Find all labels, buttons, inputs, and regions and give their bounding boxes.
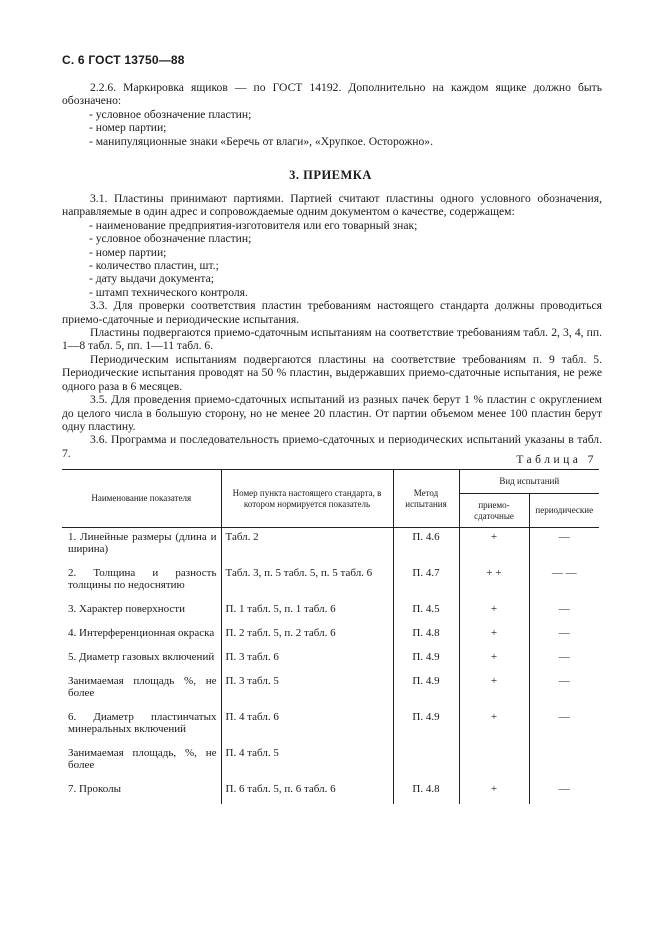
list-item: - наименование предприятия-изготовителя или его товарный знак; [89, 218, 418, 232]
cell-acceptance: + [459, 600, 529, 624]
cell-method: П. 4.7 [393, 564, 459, 600]
cell-method: П. 4.8 [393, 624, 459, 648]
cell-periodic: — [529, 672, 599, 708]
table-row [62, 744, 599, 780]
section-title: 3. ПРИЕМКА [289, 168, 372, 182]
table-row [62, 780, 599, 804]
cell-method: П. 4.5 [393, 600, 459, 624]
cell-method: П. 4.8 [393, 780, 459, 804]
cell-name: Занимаемая площадь, %, не более [62, 744, 221, 780]
cell-acceptance [459, 744, 529, 780]
list-item: - дату выдачи документа; [89, 272, 214, 286]
cell-method [393, 744, 459, 780]
header-periodic: периодические [529, 494, 599, 528]
cell-periodic: — [529, 648, 599, 672]
cell-acceptance: + + [459, 564, 529, 600]
cell-clause: П. 1 табл. 5, п. 1 табл. 6 [221, 600, 393, 624]
paragraph-3-1: 3.1. Пластины принимают партиями. Партией считают пластины одного условного обозначения, направляемые в один адрес и сопровождаемые одним документом о качестве, содержащем: [62, 192, 602, 219]
list-item: - номер партии; [89, 121, 167, 135]
header-acceptance: приемо-сдаточные [459, 494, 529, 528]
cell-clause: П. 6 табл. 5, п. 6 табл. 6 [221, 780, 393, 804]
list-item: - условное обозначение пластин; [89, 107, 252, 121]
paragraph-3-3-acceptance: Пластины подвергаются приемо-сдаточным испытаниям на соответствие требованиям табл. 2, 3, 4, пп. 1—8 табл. 5, пп. 1—11 табл. 6. [62, 326, 602, 353]
header-clause: Номер пункта настоящего стандарта, в котором нормируется показатель [221, 470, 393, 528]
cell-name: 4. Интерференционная окраска [62, 624, 221, 648]
cell-periodic: — [529, 708, 599, 744]
cell-name: 1. Линейные размеры (длина и ширина) [62, 528, 221, 565]
header-kind: Вид испытаний [459, 470, 599, 494]
cell-method: П. 4.9 [393, 648, 459, 672]
cell-acceptance: + [459, 624, 529, 648]
table-caption: Таблица 7 [516, 454, 597, 466]
paragraph-3-3-periodic: Периодическим испытаниям подвергаются пластины на соответствие требованиям п. 9 табл. 5. Периодические испытания проводят на 50 % пластин, выдержавших приемо-сдаточные испытания, не реже одного раза в 6 месяцев. [62, 352, 602, 393]
cell-name: 7. Проколы [62, 780, 221, 804]
cell-acceptance: + [459, 780, 529, 804]
cell-method: П. 4.9 [393, 672, 459, 708]
list-item: - штамп технического контроля. [89, 285, 248, 299]
cell-periodic: — [529, 780, 599, 804]
cell-name: 2. Толщина и разность толщины по недоснятию [62, 564, 221, 600]
table-row [62, 624, 599, 648]
cell-name: 6. Диаметр пластинчатых минеральных включений [62, 708, 221, 744]
table-row [62, 648, 599, 672]
table-row [62, 528, 599, 565]
table-row [62, 564, 599, 600]
paragraph-3-3: 3.3. Для проверки соответствия пластин требованиям настоящего стандарта должны проводиться приемо-сдаточные и периодические испытания. [62, 299, 602, 326]
cell-method: П. 4.6 [393, 528, 459, 565]
table-row [62, 708, 599, 744]
cell-periodic: — — [529, 564, 599, 600]
cell-clause: Табл. 2 [221, 528, 393, 565]
list-item: - количество пластин, шт.; [89, 259, 219, 273]
cell-name: 3. Характер поверхности [62, 600, 221, 624]
page-header: С. 6 ГОСТ 13750—88 [62, 53, 185, 67]
list-item: - номер партии; [89, 245, 167, 259]
cell-acceptance: + [459, 528, 529, 565]
section-body [62, 192, 602, 460]
cell-clause: П. 2 табл. 5, п. 2 табл. 6 [221, 624, 393, 648]
paragraph-2-2-6: 2.2.6. Маркировка ящиков — по ГОСТ 14192. Дополнительно на каждом ящике должно быть обозначено: [62, 81, 602, 108]
cell-clause: П. 4 табл. 5 [221, 744, 393, 780]
cell-clause: Табл. 3, п. 5 табл. 5, п. 5 табл. 6 [221, 564, 393, 600]
table-row [62, 672, 599, 708]
list-item: - манипуляционные знаки «Беречь от влаги», «Хрупкое. Осторожно». [89, 134, 433, 148]
cell-acceptance: + [459, 672, 529, 708]
cell-periodic: — [529, 624, 599, 648]
clause-2-2-6 [62, 81, 602, 148]
cell-periodic: — [529, 528, 599, 565]
cell-acceptance: + [459, 648, 529, 672]
cell-clause: П. 3 табл. 6 [221, 648, 393, 672]
list-item: - условное обозначение пластин; [89, 232, 252, 246]
cell-periodic [529, 744, 599, 780]
header-name: Наименование показателя [62, 470, 221, 528]
table-body [62, 528, 599, 805]
paragraph-3-5: 3.5. Для проведения приемо-сдаточных испытаний из разных пачек берут 1 % пластин с округлением до целого числа в большую сторону, но не менее 20 пластин. От партии объемом менее 100 пластин берут одну пластину. [62, 393, 602, 433]
header-method: Метод испытания [393, 470, 459, 528]
paragraph-3-6: 3.6. Программа и последовательность приемо-сдаточных и периодических испытаний указаны в табл. 7. [62, 433, 602, 460]
cell-clause: П. 3 табл. 5 [221, 672, 393, 708]
cell-acceptance: + [459, 708, 529, 744]
cell-periodic: — [529, 600, 599, 624]
tests-table [62, 469, 599, 804]
cell-method: П. 4.9 [393, 708, 459, 744]
cell-name: 5. Диаметр газовых включений [62, 648, 221, 672]
cell-name: Занимаемая площадь %, не более [62, 672, 221, 708]
table-row [62, 600, 599, 624]
cell-clause: П. 4 табл. 6 [221, 708, 393, 744]
